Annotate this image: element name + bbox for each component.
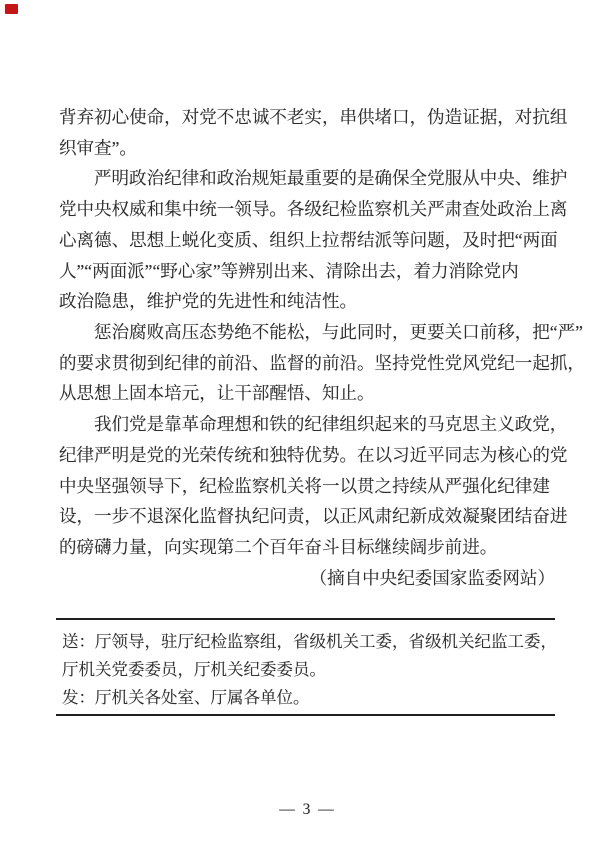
body-line: 中央坚强领导下，纪检监察机关将一以贯之持续从严强化纪律建 — [59, 475, 550, 496]
document-body — [59, 102, 585, 594]
red-corner-mark — [5, 4, 18, 14]
distribution-line: 厅机关党委委员，厅机关纪委委员。 — [62, 659, 326, 679]
body-line: 的磅礴力量，向实现第二个百年奋斗目标继续阔步前进。 — [59, 537, 498, 558]
body-line: 从思想上固本培元，让干部醒悟、知止。 — [59, 383, 375, 404]
body-line: 政治隐患，维护党的先进性和纯洁性。 — [59, 291, 358, 312]
body-line: （摘自中央纪委国家监委网站） — [309, 567, 555, 588]
body-line: 心离德、思想上蜕化变质、组织上拉帮结派等问题，及时把“两面 — [59, 229, 558, 250]
body-line: 人”“两面派”“野心家”等辨别出来、清除出去，着力消除党内 — [59, 260, 519, 281]
body-line: 背弃初心使命，对党不忠诚不老实，串供堵口，伪造证据，对抗组 — [59, 107, 568, 127]
body-line: 的要求贯彻到纪律的前沿、监督的前沿。坚持党性党风党纪一起抓， — [59, 352, 585, 373]
distribution-line: 送：厅领导，驻厅纪检监察组，省级机关工委，省级机关纪监工委， — [62, 632, 557, 651]
body-line: 惩治腐败高压态势绝不能松，与此同时，更要关口前移，把“严” — [94, 322, 583, 343]
body-line: 织审查”。 — [59, 137, 137, 158]
body-line: 我们党是靠革命理想和铁的纪律组织起来的马克思主义政党， — [94, 414, 568, 435]
distribution-line: 发：厅机关各处室、厅属各单位。 — [62, 687, 310, 707]
body-line: 严明政治纪律和政治规矩最重要的是确保全党服从中央、维护 — [94, 168, 568, 189]
body-line: 纪律严明是党的光荣传统和独特优势。在以习近平同志为核心的党 — [59, 444, 568, 465]
body-line: 党中央权威和集中统一领导。各级纪检监察机关严肃查处政治上离 — [59, 199, 568, 220]
page-number: — 3 — — [279, 801, 336, 818]
body-line: 设，一步不退深化监督执纪问责，以正风肃纪新成效凝聚团结奋进 — [59, 506, 568, 527]
distribution-block — [56, 618, 555, 716]
